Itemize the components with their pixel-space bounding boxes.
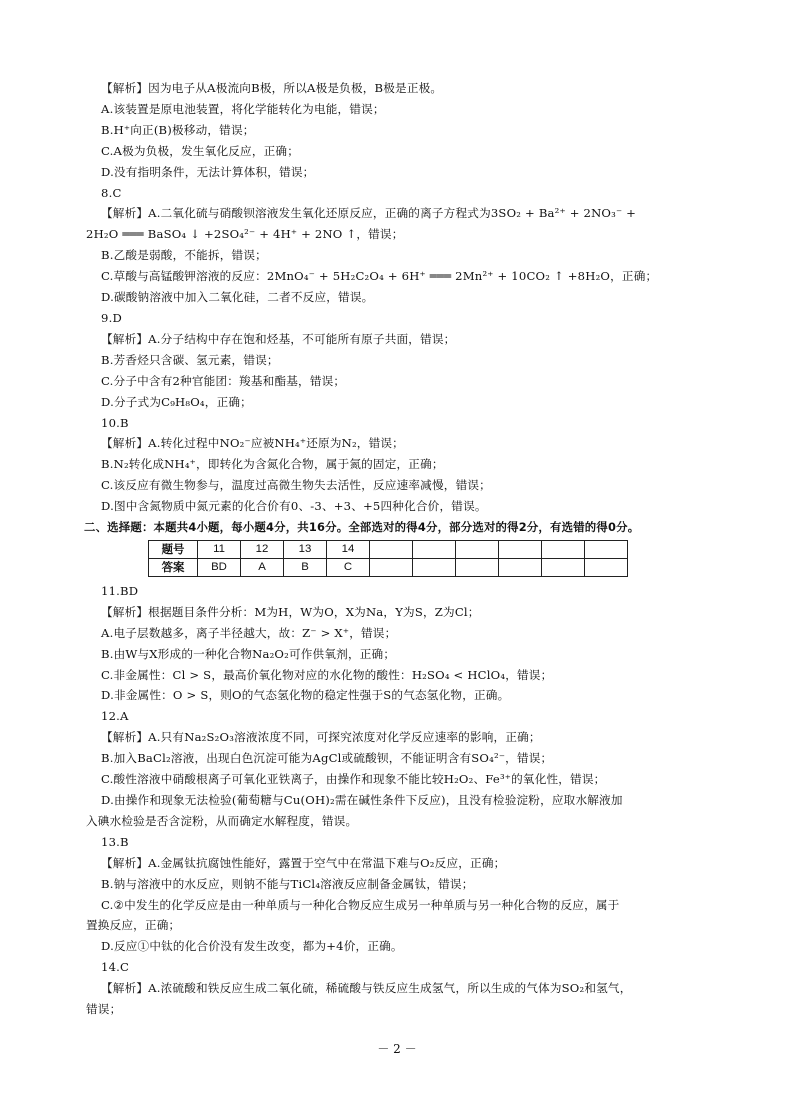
answer-table-row-numbers xyxy=(149,540,628,558)
text-line: C.②中发生的化学反应是由一种单质与一种化合物反应生成另一种单质与另一种化合物的反应，属于 xyxy=(101,897,620,912)
text-line: D.由操作和现象无法检验(葡萄糖与Cu(OH)₂需在碱性条件下反应)，且没有检验淀粉，应取水解液加 xyxy=(101,793,623,807)
question-number-cell xyxy=(542,540,585,558)
answer-cell xyxy=(542,558,585,576)
text-line: 11.BD xyxy=(101,583,139,598)
solutions-block-2 xyxy=(86,581,730,1020)
text-line: 【解析】A.二氧化硫与硝酸钡溶液发生氧化还原反应，正确的离子方程式为3SO₂ + Ba²⁺ + 2NO₃⁻ + xyxy=(101,206,637,221)
text-line: 2H₂O ═══ BaSO₄ ↓ +2SO₄²⁻ + 4H⁺ + 2NO ↑，错误； xyxy=(86,227,404,242)
text-line: 【解析】A.分子结构中存在饱和烃基，不可能所有原子共面，错误； xyxy=(101,331,456,346)
text-line: C.该反应有微生物参与，温度过高微生物失去活性，反应速率减慢，错误； xyxy=(101,478,491,493)
answer-table xyxy=(148,540,628,577)
text-line: D.没有指明条件，无法计算体积，错误； xyxy=(101,164,315,179)
text-line: B.加入BaCl₂溶液，出现白色沉淀可能为AgCl或硫酸钡，不能证明含有SO₄²⁻，错误； xyxy=(101,751,553,766)
answer-cell xyxy=(370,558,413,576)
text-line: D.非金属性：O > S，则O的气态氢化物的稳定性强于S的气态氢化物，正确。 xyxy=(101,688,510,703)
text-line: 12.A xyxy=(101,709,129,724)
text-line: D.图中含氮物质中氮元素的化合价有0、-3、+3、+5四种化合价，错误。 xyxy=(101,499,487,514)
question-number-cell: 12 xyxy=(241,540,284,558)
text-line: B.乙酸是弱酸，不能拆，错误； xyxy=(101,248,267,263)
answer-table-header-number: 题号 xyxy=(149,540,198,558)
section-2-heading: 二、选择题：本题共4小题，每小题4分，共16分。全部选对的得4分，部分选对的得2分，有选错的得0分。 xyxy=(84,520,640,535)
text-line: A.该装置是原电池装置，将化学能转化为电能，错误； xyxy=(101,101,385,116)
text-line: 【解析】A.金属钛抗腐蚀性能好，露置于空气中在常温下难与O₂反应，正确； xyxy=(101,855,506,870)
text-line: D.反应①中钛的化合价没有发生改变，都为+4价，正确。 xyxy=(101,939,403,954)
text-line: 错误； xyxy=(86,1002,122,1017)
text-line: C.A极为负极，发生氧化反应，正确； xyxy=(101,143,300,158)
text-line: C.非金属性：Cl > S，最高价氧化物对应的水化物的酸性：H₂SO₄ < HClO₄，错误； xyxy=(101,667,553,682)
text-line: C.酸性溶液中硝酸根离子可氧化亚铁离子，由操作和现象不能比较H₂O₂、Fe³⁺的氧化性，错误； xyxy=(101,772,606,787)
question-number-cell: 13 xyxy=(284,540,327,558)
text-line: B.芳香烃只含碳、氢元素，错误； xyxy=(101,352,279,367)
solutions-block-1 xyxy=(86,78,730,517)
answer-cell xyxy=(456,558,499,576)
text-line: B.N₂转化成NH₄⁺，即转化为含氮化合物，属于氮的固定，正确； xyxy=(101,457,444,472)
text-line: 【解析】根据题目条件分析：M为H，W为O，X为Na，Y为S，Z为Cl； xyxy=(101,604,480,619)
question-number-cell xyxy=(499,540,542,558)
answer-cell: C xyxy=(327,558,370,576)
text-line: 【解析】A.转化过程中NO₂⁻应被NH₄⁺还原为N₂，错误； xyxy=(101,436,404,451)
answer-cell: A xyxy=(241,558,284,576)
text-line: 【解析】A.浓硫酸和铁反应生成二氧化硫，稀硫酸与铁反应生成氢气，所以生成的气体为SO₂和氢气， xyxy=(101,981,632,996)
question-number-cell: 14 xyxy=(327,540,370,558)
question-number-cell: 11 xyxy=(198,540,241,558)
answer-cell xyxy=(499,558,542,576)
text-line: 8.C xyxy=(101,185,122,200)
text-line: D.碳酸钠溶液中加入二氧化硅，二者不反应，错误。 xyxy=(101,290,374,305)
question-number-cell xyxy=(370,540,413,558)
question-number-cell xyxy=(585,540,628,558)
text-line: 13.B xyxy=(101,834,129,849)
answer-table-header-answer: 答案 xyxy=(149,558,198,576)
text-line: 【解析】A.只有Na₂S₂O₃溶液浓度不同，可探究浓度对化学反应速率的影响，正确； xyxy=(101,730,541,745)
text-line: 置换反应，正确； xyxy=(86,918,181,933)
text-line: D.分子式为C₉H₈O₄，正确； xyxy=(101,394,252,409)
text-line: 10.B xyxy=(101,415,129,430)
question-number-cell xyxy=(456,540,499,558)
answer-cell xyxy=(585,558,628,576)
text-line: B.H⁺向正(B)极移动，错误； xyxy=(101,122,255,137)
answer-cell xyxy=(413,558,456,576)
text-line: C.分子中含有2种官能团：羧基和酯基，错误； xyxy=(101,373,346,388)
document-body xyxy=(86,78,730,1020)
text-line: 9.D xyxy=(101,310,122,325)
answer-cell: B xyxy=(284,558,327,576)
text-line: 【解析】因为电子从A极流向B极，所以A极是负极，B极是正极。 xyxy=(101,81,443,95)
text-line: B.钠与溶液中的水反应，则钠不能与TiCl₄溶液反应制备金属钛，错误； xyxy=(101,876,474,891)
question-number-cell xyxy=(413,540,456,558)
answer-cell: BD xyxy=(198,558,241,576)
text-line: 入碘水检验是否含淀粉，从而确定水解程度，错误。 xyxy=(86,813,358,828)
text-line: B.由W与X形成的一种化合物Na₂O₂可作供氧剂，正确； xyxy=(101,646,396,661)
answer-table-row-answers xyxy=(149,558,628,576)
text-line: 14.C xyxy=(101,960,130,975)
page-number: － 2 － xyxy=(377,1042,417,1056)
text-line: A.电子层数越多，离子半径越大，故：Z⁻ > X⁺，错误； xyxy=(101,625,397,640)
text-line: C.草酸与高锰酸钾溶液的反应：2MnO₄⁻ + 5H₂C₂O₄ + 6H⁺ ═══ 2Mn²⁺ + 10CO₂ ↑ +8H₂O，正确； xyxy=(101,269,658,284)
